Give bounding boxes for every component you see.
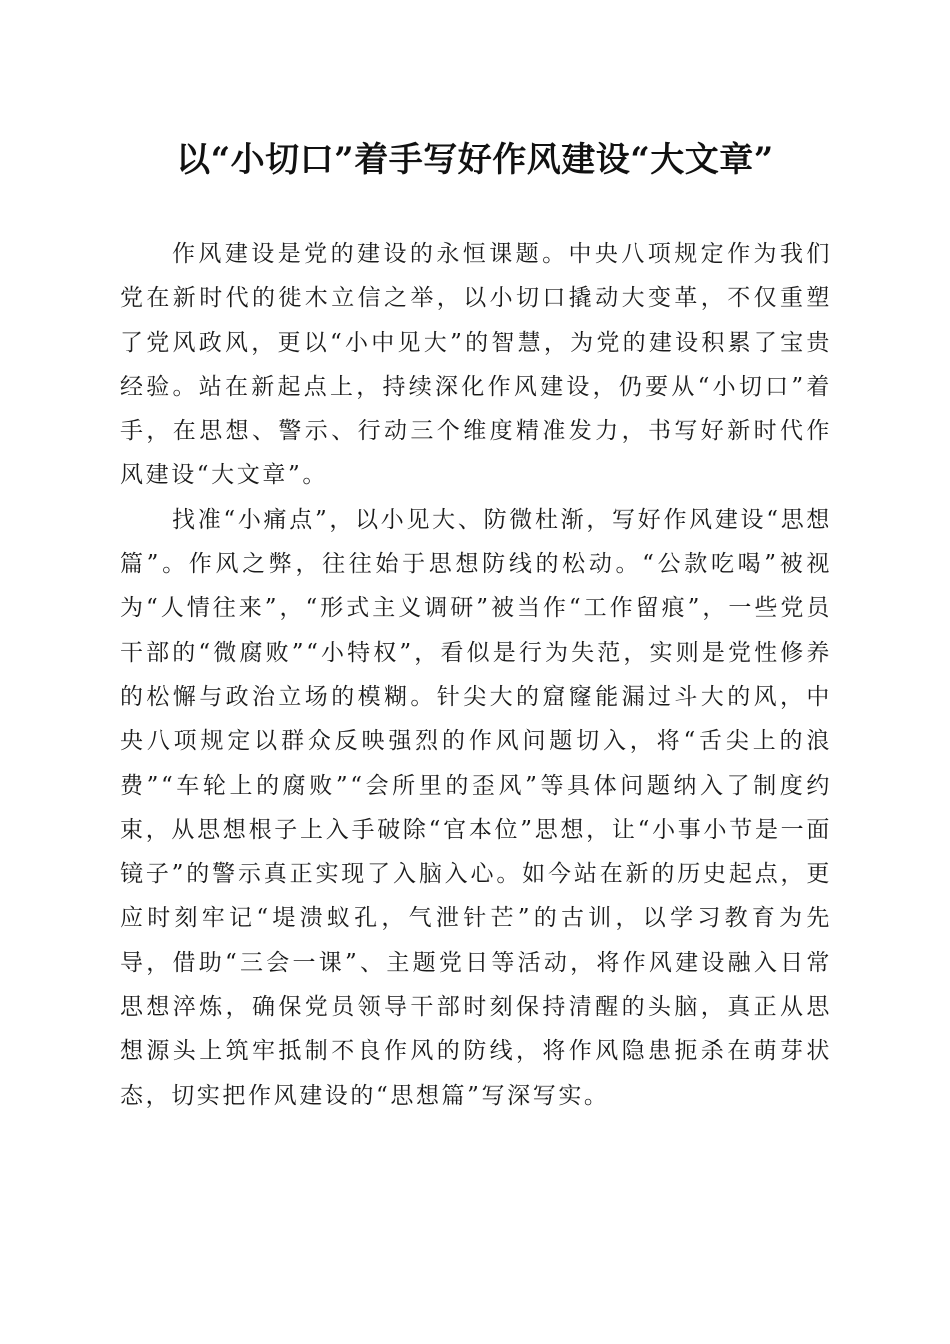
document-title: 以“小切口”着手写好作风建设“大文章” xyxy=(176,140,774,180)
paragraph-thought: 找准“小痛点”，以小见大、防微杜渐，写好作风建设“思想篇”。作风之弊，往往始于思想防线的松动。“公款吃喝”被视为“人情往来”，“形式主义调研”被当作“工作留痕”，一些党员干部的“微腐败”“小特权”，看似是行为失范，实则是党性修养的松懈与政治立场的模糊。针尖大的窟窿能漏过斗大的风，中央八项规定以群众反映强烈的作风问题切入，将“舌尖上的浪费”“车轮上的腐败”“会所里的歪风”等具体问题纳入了制度约束，从思想根子上入手破除“官本位”思想，让“小事小节是一面镜子”的警示真正实现了入脑入心。如今站在新的历史起点，更应时刻牢记“堤溃蚁孔，气泄针芒”的古训，以学习教育为先导，借助“三会一课”、主题党日等活动，将作风建设融入日常思想淬炼，确保党员领导干部时刻保持清醒的头脑，真正从思想源头上筑牢抵制不良作风的防线，将作风隐患扼杀在萌芽状态，切实把作风建设的“思想篇”写深写实。 xyxy=(120,506,832,1109)
document-body xyxy=(120,232,832,1118)
paragraph-intro: 作风建设是党的建设的永恒课题。中央八项规定作为我们党在新时代的徙木立信之举，以小切口撬动大变革，不仅重塑了党风政风，更以“小中见大”的智慧，为党的建设积累了宝贵经验。站在新起点上，持续深化作风建设，仍要从“小切口”着手，在思想、警示、行动三个维度精准发力，书写好新时代作风建设“大文章”。 xyxy=(120,241,832,489)
